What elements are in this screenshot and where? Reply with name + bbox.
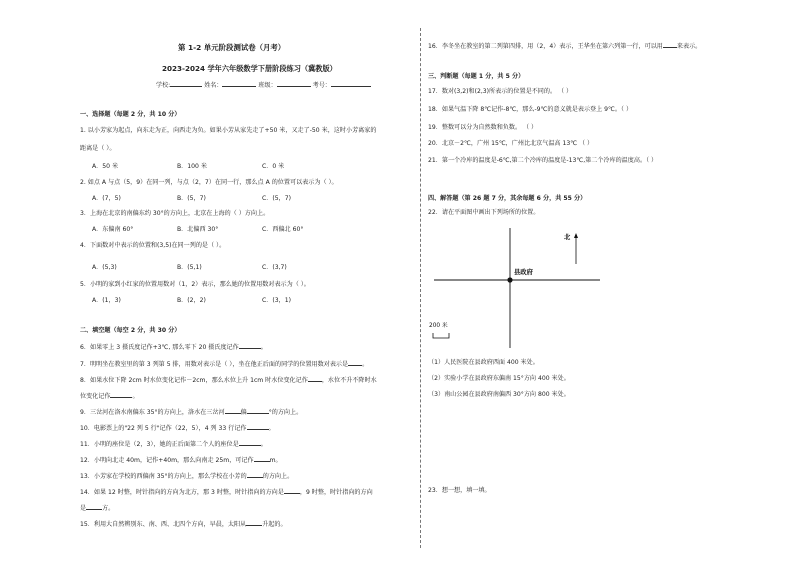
north-arrowhead-icon bbox=[574, 233, 578, 238]
question-13 bbox=[80, 472, 293, 480]
q15-text: 15．利用大自然辨别东、南、西、北四个方向，早晨，太阳从 bbox=[80, 521, 247, 528]
q16-text-b: 来表示。 bbox=[676, 43, 702, 50]
q9-text: 9．三岔河在洛水南偏东 35°的方向上，洛水在三岔河 bbox=[80, 409, 225, 416]
q8-text-b: ，水位不升不降时水 bbox=[321, 377, 377, 384]
county-government-label: 县政府 bbox=[514, 269, 533, 276]
column-divider bbox=[420, 28, 421, 548]
q12-text: 12．小明向北走 40m，记作+40m，那么向南走 25m，可记作 bbox=[80, 457, 254, 464]
q8-blank-1[interactable] bbox=[308, 376, 322, 382]
county-government-point[interactable] bbox=[507, 277, 512, 282]
question-8-cont: 位变化记作 。 bbox=[80, 393, 139, 400]
question-16 bbox=[428, 42, 701, 50]
q3-option-c[interactable]: C．西偏北 60° bbox=[262, 226, 304, 233]
exam-subtitle: 2023-2024 学年六年级数学下册阶段练习（冀教版） bbox=[162, 64, 337, 73]
scale-label: 200 米 bbox=[429, 323, 448, 329]
question-11: 11．小明的座位是（2，3），她的正后面第二个人的座位是 。 bbox=[80, 441, 267, 448]
q9-text-c: °的方向上。 bbox=[268, 409, 303, 416]
class-blank[interactable] bbox=[277, 81, 311, 87]
question-6: 6．如果零上 3 摄氏度记作+3℃, 那么零下 20 摄氏度记作 。 bbox=[80, 344, 267, 351]
question-4: 4．下面数对中表示的位置和(3,5)在同一列的是（ ）。 bbox=[80, 242, 226, 249]
student-info-line bbox=[156, 81, 371, 89]
q9-blank-2[interactable] bbox=[247, 408, 269, 414]
q1-option-a[interactable]: A．50 米 bbox=[92, 163, 119, 170]
q14-text-c: 是 bbox=[80, 505, 87, 512]
q2-option-b[interactable]: B．(5，7) bbox=[177, 195, 206, 202]
question-2: 2. 如点 A 与点（5，9）在同一列，与点（2，7）在同一行，那么点 A 的位置可以表示为（ ）。 bbox=[80, 179, 338, 186]
q7-text: 7．明明坐在教室里的第 3 列第 5 排，用数对表示是（ ），坐在他正后面的同学的位置用数对表示是 bbox=[80, 361, 349, 368]
q14-text-b: ，9 时整，时针指向的方向 bbox=[299, 489, 373, 496]
question-1-cont: 距离是（ ）。 bbox=[80, 145, 116, 152]
q16-blank[interactable] bbox=[663, 42, 677, 48]
section2-heading: 二、填空题（每空 2 分，共 30 分） bbox=[80, 327, 181, 334]
q3-option-a[interactable]: A．东偏南 60° bbox=[92, 226, 134, 233]
q10-text: 10．电影票上的"22 列 5 行"记作（22，5），4 列 33 行记作 bbox=[80, 425, 247, 432]
q22-item-1: （1）人民医院在县政府西面 400 米处。 bbox=[428, 359, 539, 366]
question-9 bbox=[80, 408, 302, 416]
q6-blank[interactable] bbox=[239, 343, 261, 349]
q8-text-c: 位变化记作 bbox=[80, 393, 111, 400]
q8-blank-2[interactable] bbox=[110, 392, 132, 398]
id-label: 考号： bbox=[312, 82, 331, 89]
q5-option-c[interactable]: C．(3，1) bbox=[262, 297, 291, 304]
school-blank[interactable] bbox=[170, 81, 202, 87]
section1-heading: 一、选择题（每题 2 分，共 10 分） bbox=[80, 111, 181, 118]
name-blank[interactable] bbox=[222, 81, 256, 87]
q3-option-b[interactable]: B．北偏西 30° bbox=[177, 226, 219, 233]
q22-coordinate-figure[interactable] bbox=[429, 228, 602, 348]
question-5: 5．小明的家到小红家的位置用数对（1，2）表示，那么她的位置用数对表示为（ ）。 bbox=[80, 281, 310, 288]
question-8 bbox=[80, 376, 377, 384]
name-label: 姓名： bbox=[204, 82, 223, 89]
q9-blank-1[interactable] bbox=[225, 408, 241, 414]
q11-text: 11．小明的座位是（2，3），她的正后面第二个人的座位是 bbox=[80, 441, 239, 448]
q1-option-c[interactable]: C．0 米 bbox=[262, 163, 285, 170]
q12-text-b: m。 bbox=[269, 457, 282, 464]
q4-option-b[interactable]: B．(5,1) bbox=[177, 264, 202, 271]
q4-option-a[interactable]: A．(5,3) bbox=[92, 264, 117, 271]
q15-text-b: 升起的。 bbox=[262, 521, 287, 528]
q11-blank[interactable] bbox=[239, 440, 261, 446]
q14-text: 14．如果 12 时整，时针指向的方向为北方，那 3 时整，时针指向的方向是 bbox=[80, 489, 284, 496]
q6-text: 6．如果零上 3 摄氏度记作+3℃, 那么零下 20 摄氏度记作 bbox=[80, 344, 239, 351]
question-15 bbox=[80, 520, 287, 528]
question-22: 22．请在平面图中画出下列场所的位置。 bbox=[428, 209, 540, 216]
q7-blank[interactable] bbox=[348, 360, 362, 366]
id-blank[interactable] bbox=[331, 81, 371, 87]
question-10: 10．电影票上的"22 列 5 行"记作（22，5），4 列 33 行记作 。 bbox=[80, 425, 275, 432]
q5-option-a[interactable]: A．(1，3) bbox=[92, 297, 121, 304]
question-17: 17．数对(3,2)和(2,3)所表示的位置是不同的。 （ ） bbox=[428, 88, 573, 95]
section3-heading: 三、判断题（每题 1 分，共 5 分） bbox=[428, 73, 525, 80]
question-12 bbox=[80, 456, 282, 464]
q8-text: 8．如果水位下降 2cm 时水位变化记作－2cm，那么水位上升 1cm 时水位变化记作 bbox=[80, 377, 308, 384]
scale-bar-icon bbox=[433, 333, 449, 338]
north-label: 北 bbox=[564, 234, 571, 241]
q10-blank[interactable] bbox=[247, 424, 269, 430]
exam-title: 第 1-2 单元阶段测试卷（月考） bbox=[178, 43, 286, 52]
question-1: 1. 以小芳家为起点，向东走为正，向西走为负。如果小芳从家先走了+50 米，又走了-50 米，这时小芳离家的 bbox=[80, 127, 377, 134]
q9-text-b: 偏 bbox=[240, 409, 247, 416]
q4-option-c[interactable]: C．(3,7) bbox=[262, 264, 287, 271]
school-label: 学校: bbox=[156, 82, 171, 89]
q16-text: 16．李冬坐在教室的第二列第四排，用（2，4）表示，王华坐在第六列第一行，可以用 bbox=[428, 43, 663, 50]
question-23: 23．想一想，填一填。 bbox=[428, 487, 491, 494]
q1-option-b[interactable]: B．100 米 bbox=[177, 163, 207, 170]
question-18: 18．如果气温下降 8℃记作-8℃，那么-9℃的意义就是表示登上 9℃。（ ） bbox=[428, 106, 633, 113]
q14-text-d: 方。 bbox=[102, 505, 115, 512]
question-20: 20．北京－2℃，广州 15℃，广州比北京气温高 13℃ （ ） bbox=[428, 140, 594, 147]
q5-option-b[interactable]: B．(2，2) bbox=[177, 297, 206, 304]
question-14 bbox=[80, 488, 373, 496]
q15-blank[interactable] bbox=[246, 520, 262, 526]
q2-option-c[interactable]: C．(5，7) bbox=[262, 195, 291, 202]
q2-option-a[interactable]: A．(7，5) bbox=[92, 195, 121, 202]
q13-blank[interactable] bbox=[247, 472, 263, 478]
class-label: 班级： bbox=[258, 82, 277, 89]
q22-item-3: （3）南山公园在县政府南偏西 30°方向 800 米处。 bbox=[428, 391, 570, 398]
question-14-cont bbox=[80, 504, 114, 512]
question-21: 21．第一个冷库的温度是-6℃,第二个冷库的温度是-13℃,第二个冷库的温度高。（ ） bbox=[428, 157, 658, 164]
q14-blank-2[interactable] bbox=[86, 504, 102, 510]
q14-blank-1[interactable] bbox=[284, 488, 300, 494]
q13-text: 13．小芳家在学校的西偏南 35°的方向上，那么学校在小芳的 bbox=[80, 473, 247, 480]
q12-blank[interactable] bbox=[254, 456, 270, 462]
question-7: 7．明明坐在教室里的第 3 列第 5 排，用数对表示是（ ），坐在他正后面的同学的位置用数对表示是 。 bbox=[80, 361, 369, 368]
question-19: 19．整数可以分为自然数和负数。 （ ） bbox=[428, 124, 538, 131]
q22-item-2: （2）实验小学在县政府东偏南 15°方向 400 米处。 bbox=[428, 375, 570, 382]
section4-heading: 四、解答题（第 26 题 7 分，其余每题 6 分，共 55 分） bbox=[428, 195, 587, 202]
q13-text-b: 的方向上。 bbox=[262, 473, 294, 480]
question-3: 3．上海在北京的南偏东约 30°的方向上，北京在上海的（ ）方向上。 bbox=[80, 210, 270, 217]
